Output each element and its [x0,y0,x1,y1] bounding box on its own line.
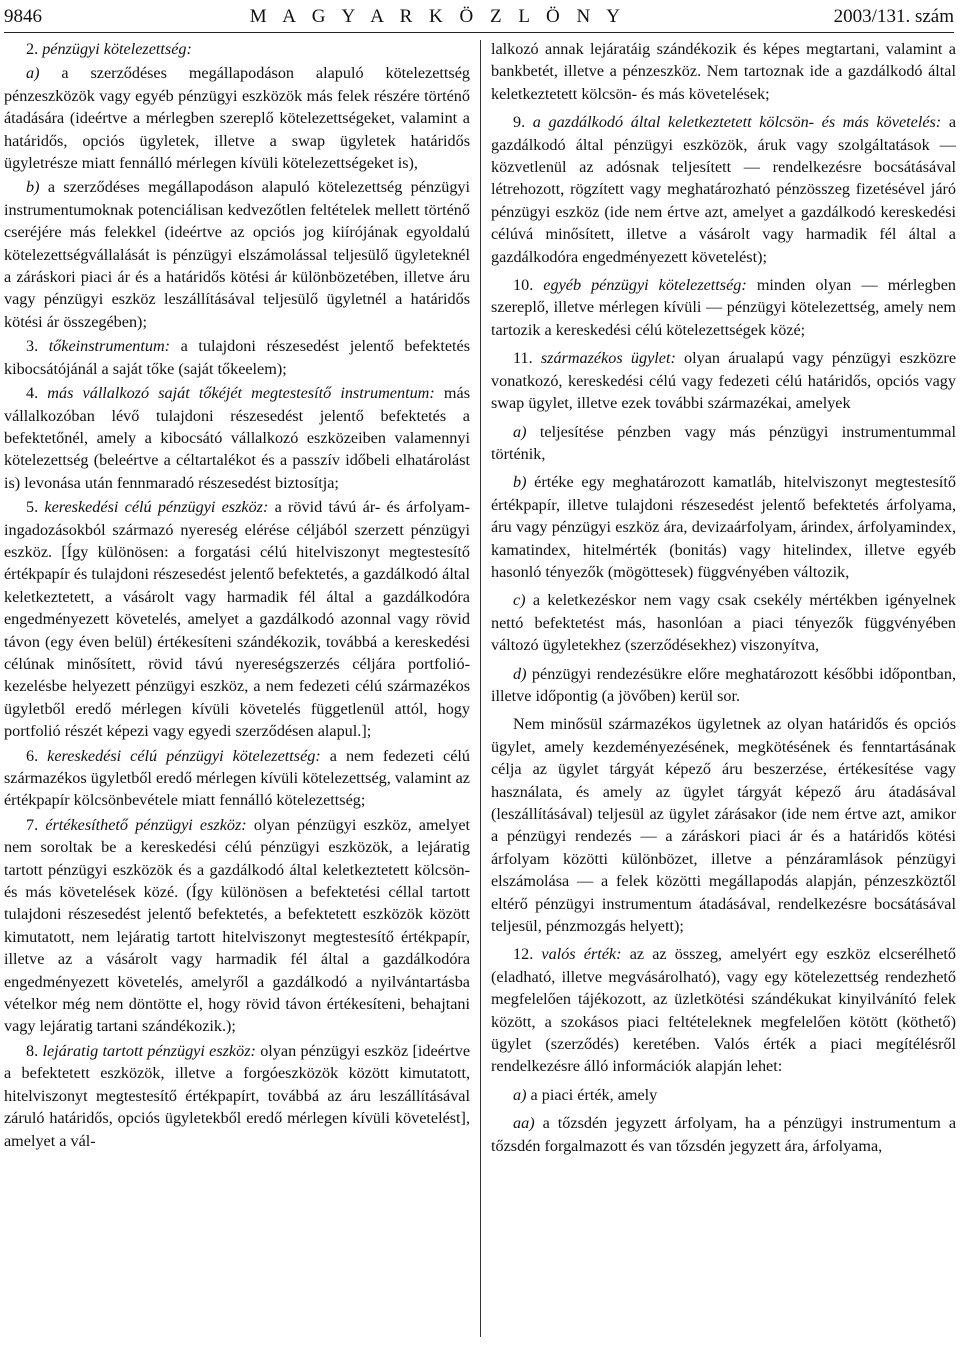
column-divider [480,40,481,1337]
paragraph: 7. értékesíthető pénzügyi eszköz: olyan pénzügyi eszköz, amelyet nem soroltak be a kereskedési célú pénzügyi eszközök, a lejáratig tartott pénzügyi eszközök és a gazdálkodó által keletkeztetett kölcsön- és más követelések közé. (Így különösen a befektetési céllal tartott tulajdoni részesedést jelentő befektetés, a befektetett eszközök között kimutatott, nem lejáratig tartott hitelviszonyt megtestesítő értékpapír, illetve az a vásárolt vagy harmadik fél által a gazdálkodóra engedményezett követelés, amelyről a gazdálkodó a nyilvántartásba vételkor még nem döntötte el, hogy rövid távon értékesíteni, behajtani vagy lejáratig tartani szándékozik.); [4,815,471,1036]
paragraph: Nem minősül származékos ügyletnek az olyan határidős és opciós ügylet, amely kezdeményezésének, megkötésének és fenntartásának célja az ügylet tárgyát képező áru beszerzése, értékesítése vagy használata, és amely az ügylet tárgyát képező áru átadásával (leszállításával) teljesül az ügylet zárásakor (ide nem értve azt, amikor a pénzügyi rendezés — a záráskori piaci ár és a határidős kötési árfolyam közötti különbözet, illetve a pénzáramlások pénzügyi elszámolása — a felek közötti megállapodás alapján, pénzeszköztől eltérő pénzügyi instrumentum átadásával, rendelkezésre bocsátásával teljesül, pénzmozgás helyett); [491,715,956,936]
paragraph: a) a szerződéses megállapodáson alapuló kötelezettség pénzeszközök vagy egyéb pénzügyi eszközök más felek részére történő átadására (ideértve a mérlegben szereplő kötelezettségeket, valamint a határidős, opciós ügyletek, illetve a swap ügyletek határidős ügyletrésze miatt fennálló mérlegen kívüli kötelezettségeket is), [4,64,470,173]
paragraph: 10. egyéb pénzügyi kötelezettség: minden olyan — mérlegben szereplő, illetve mérlegen kívüli — pénzügyi kötelezettség, amely nem tartozik a kereskedési célú kötelezettségek közé; [491,276,957,339]
paragraph: c) a keletkezéskor nem vagy csak csekély mértékben igényelnek nettó befektetést más, hasonlóan a piaci tényezők függvényében változó ügyletekhez (szerződésekhez) viszonyítva, [491,591,956,655]
paragraph: 4. más vállalkozó saját tőkéjét megtestesítő instrumentum: más vállalkozóban lévő tulajdoni részesedést jelentő befektetés a befektetőnél, amely a kibocsátó vállalkozó eszközeiben valamennyi kötelezettség (beleértve a céltartalékot és a passzív időbeli elhatárolást is) levonása után fennmaradó részesedést biztosítja; [4,384,470,492]
page-number: 9846 [4,6,42,27]
journal-title: M A G Y A R K Ö Z L Ö N Y [249,6,626,27]
issue-number: 2003/131. szám [833,6,954,27]
paragraph: a) a piaci érték, amely [513,1085,658,1104]
paragraph: 2. pénzügyi kötelezettség: [26,40,192,58]
paragraph: 12. valós érték: az az összeg, amelyért egy eszköz elcserélhető (eladható, illetve megvásárolható), vagy egy kötelezettség rendezhető megfelelően tájékozott, az üzletkötési szándékukat kinyilvánító felek között, a szokásos piaci feltételeknek megfelelően kötött (köthető) ügylet (szerződés) keretében. Valós érték a piaci megítélésről rendelkezésre álló információk alapján lehet: [491,945,957,1076]
paragraph: d) pénzügyi rendezésükre előre meghatározott későbbi időpontban, illetve időpontig (a jövőben) kerül sor. [491,664,956,705]
paragraph: 8. lejáratig tartott pénzügyi eszköz: olyan pénzügyi eszköz [ideértve a befektetett eszközök, illetve a forgóeszközök között kimutatott, hitelviszonyt megtestesítő értékpapírt, továbbá az áru leszállításával záruló határidős, opciós ügyletekből eredő mérlegen kívüli követelést], amelyet a vál- [4,1041,470,1150]
paragraph: 3. tőkeinstrumentum: a tulajdoni részesedést jelentő befektetés kibocsátójánál a saját tőke (saját tőkeelem); [4,337,470,378]
paragraph: aa) a tőzsdén jegyzett árfolyam, ha a pénzügyi instrumentum a tőzsdén forgalmazott és van tőzsdén jegyzett ára, árfolyama, [491,1114,956,1155]
paragraph: b) értéke egy meghatározott kamatláb, hitelviszonyt megtestesítő értékpapír, illetve tulajdoni részesedést jelentő befektetés árfolyama, áru vagy pénzügyi eszköz ára, devizaárfolyam, árindex, árfolyamindex, kamatindex, hitelmérték (bonitás) vagy hitelindex, illetve egyéb hasonló tényezők (mögöttesek) függvényében változik, [491,473,956,581]
header-rule [4,32,954,33]
paragraph: 11. származékos ügylet: olyan árualapú vagy pénzügyi eszközre vonatkozó, kereskedési célú vagy fedezeti célú határidős, opciós vagy swap ügylet, illetve ezek további származékai, amelyek [491,349,956,413]
paragraph: 5. kereskedési célú pénzügyi eszköz: a rövid távú ár- és árfolyam-ingadozásokból származó nyereség elérése céljából szerzett pénzügyi eszköz. [Így különösen: a forgatási célú hitelviszonyt megtestesítő értékpapír és tulajdoni részesedést jelentő befektetés, a gazdálkodó által keletkeztetett, a vásárolt vagy harmadik fél által a gazdálkodóra engedményezett követelés, amelyet a gazdálkodó azonnal vagy rövid távon (egy éven belül) értékesíteni szándékozik, továbbá a kereskedési célúnak minősített, rövid távú nyereségszerzés céljára portfolió-kezelésbe helyezett pénzügyi eszköz, a nem fedezeti célú származékos ügyletből eredő mérlegen kívüli követelés függetlenül attól, hogy portfolió részét képezi vagy egyedi szerződésen alapul.]; [4,498,470,741]
page-header [4,4,954,30]
right-column [491,38,956,1159]
left-column [4,38,470,1154]
paragraph: 9. a gazdálkodó által keletkeztetett kölcsön- és más követelés: a gazdálkodó által pénzügyi eszközök, áruk vagy szolgáltatások — közvetlenül az adósnak teljesített — rendelkezésre bocsátásával létrehozott, rögzített vagy meghatározható pénzösszeg fizetésével járó pénzügyi eszköz (ide nem értve azt, amelyet a gazdálkodó kereskedési célúvá minősített, illetve a vásárolt vagy harmadik fél által a gazdálkodóra engedményezett követelést); [491,113,957,266]
paragraph: lalkozó annak lejáratáig szándékozik és képes megtartani, valamint a bankbetét, illetve a pénzeszköz. Nem tartoznak ide a gazdálkodó által keletkeztetett kölcsön- és más követelések; [491,40,956,103]
paragraph: b) a szerződéses megállapodáson alapuló kötelezettség pénzügyi instrumentumoknak potenciálisan kedvezőtlen feltételek mellett történő cseréjére más felekkel (ideértve az opciós jog kiírójának egyoldalú kötelezettségvállalását is pénzügyi elszámolással teljesülő ügyleteknél a záráskori piaci ár és a határidős kötési ár különbözetében, illetve áru vagy pénzügyi eszköz leszállításával teljesülő ügyletnél a határidős kötési ár összegében); [4,178,470,331]
paragraph: a) teljesítése pénzben vagy más pénzügyi instrumentummal történik, [491,422,956,463]
paragraph: 6. kereskedési célú pénzügyi kötelezettség: a nem fedezeti célú származékos ügyletből eredő mérlegen kívüli kötelezettség, valamint az értékpapír kölcsönbevétele miatt fennálló kötelezettség; [4,746,471,810]
